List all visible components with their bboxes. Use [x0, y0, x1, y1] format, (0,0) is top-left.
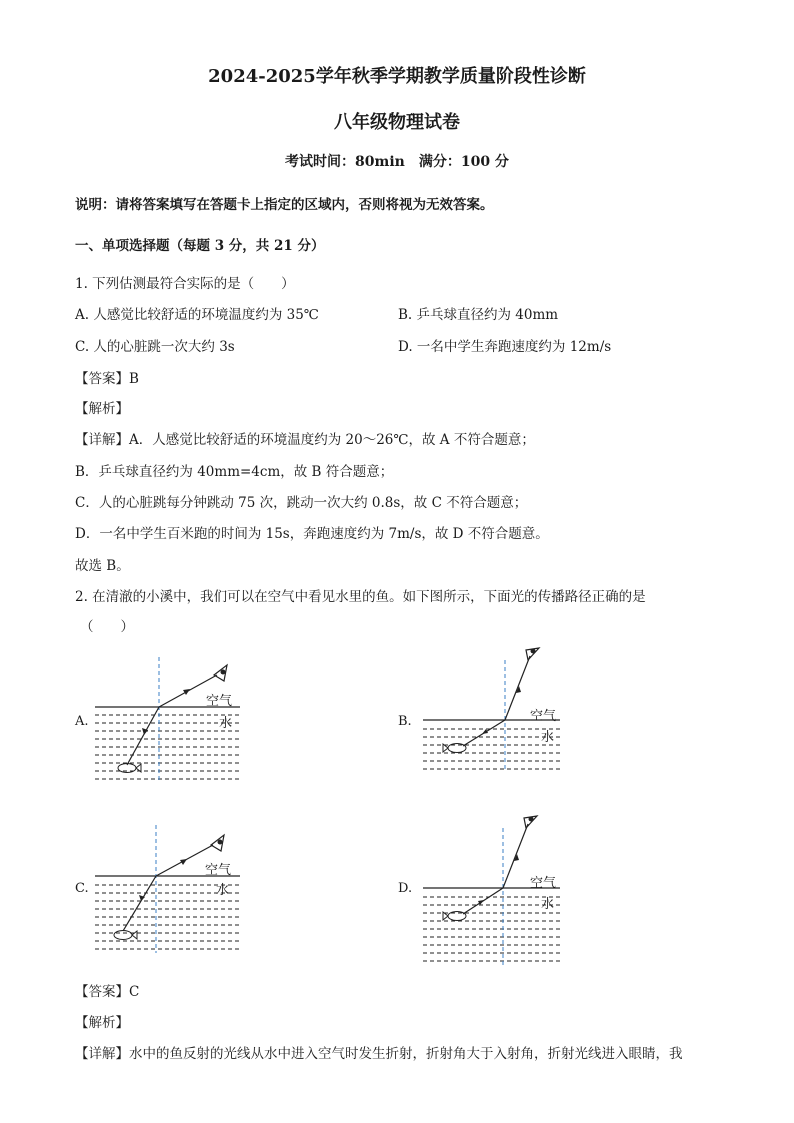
water-label: 水: [541, 897, 555, 912]
q1-detail-line: 【详解】A．人感觉比较舒适的环境温度约为 20～26℃，故 A 不符合题意；: [75, 432, 535, 448]
arrowhead: [183, 689, 190, 695]
air-label: 空气: [530, 876, 557, 891]
q1-option-c: C. 人的心脏跳一次大约 3s: [75, 339, 235, 355]
air-label: 空气: [530, 709, 557, 724]
q1-analysis-label: 【解析】: [75, 401, 129, 417]
refracted-ray: [503, 824, 528, 888]
q2-stem-bracket: （ ）: [80, 619, 134, 635]
water-label: 水: [216, 883, 230, 898]
figure-c-label: C.: [75, 881, 89, 896]
q1-detail-line: B．乒乓球直径约为 40mm=4cm，故 B 符合题意；: [75, 464, 394, 480]
q1-detail-line: 故选 B。: [75, 558, 130, 574]
q2-analysis-label: 【解析】: [75, 1015, 129, 1031]
q1-option-b: B. 乒乓球直径约为 40mm: [398, 307, 559, 323]
water-hatching: [423, 729, 560, 769]
paper-subject: 八年级物理试卷: [334, 112, 460, 133]
instruction: 说明：请将答案填写在答题卡上指定的区域内，否则将视为无效答案。: [75, 197, 494, 213]
incident-ray: [505, 656, 530, 720]
q1-stem: 1. 下列估测最符合实际的是（ ）: [75, 276, 295, 292]
q2-answer: 【答案】C: [75, 984, 140, 1000]
water-label: 水: [541, 730, 555, 745]
paper-title: 2024-2025学年秋季学期教学质量阶段性诊断: [208, 66, 586, 87]
q1-detail-line: C．人的心脏跳每分钟跳动 75 次，跳动一次大约 0.8s，故 C 不符合题意；: [75, 495, 528, 511]
section-heading: 一、单项选择题（每题 3 分，共 21 分）: [75, 238, 325, 254]
air-label: 空气: [206, 694, 233, 709]
water-label: 水: [219, 716, 233, 731]
q1-answer: 【答案】B: [75, 371, 139, 387]
air-label: 空气: [205, 863, 232, 878]
incident-ray: [123, 876, 156, 931]
eye-icon: [211, 835, 224, 851]
q2-stem: 2. 在清澈的小溪中，我们可以在空气中看见水里的鱼。如下图所示，下面光的传播路径正确的是: [75, 589, 646, 605]
arrowhead: [482, 729, 488, 734]
fish-icon: [114, 931, 137, 940]
eye-icon: [526, 648, 539, 660]
incident-ray: [127, 707, 159, 765]
eye-icon: [524, 816, 537, 828]
figure-d-label: D.: [398, 881, 413, 896]
eye-icon: [214, 665, 227, 681]
figure-b-label: B.: [398, 714, 412, 729]
q1-option-d: D. 一名中学生奔跑速度约为 12m/s: [398, 339, 612, 355]
exam-info: 考试时间：80min 满分：100 分: [285, 154, 509, 170]
q2-detail-line: 【详解】水中的鱼反射的光线从水中进入空气时发生折射，折射角大于入射角，折射光线进入眼睛，我: [75, 1046, 683, 1062]
q1-option-a: A. 人感觉比较舒适的环境温度约为 35℃: [75, 307, 319, 323]
figure-a-label: A.: [75, 714, 89, 729]
water-hatching: [423, 897, 560, 961]
q1-detail-line: D．一名中学生百米跑的时间为 15s，奔跑速度约为 7m/s，故 D 不符合题意。: [75, 526, 549, 542]
